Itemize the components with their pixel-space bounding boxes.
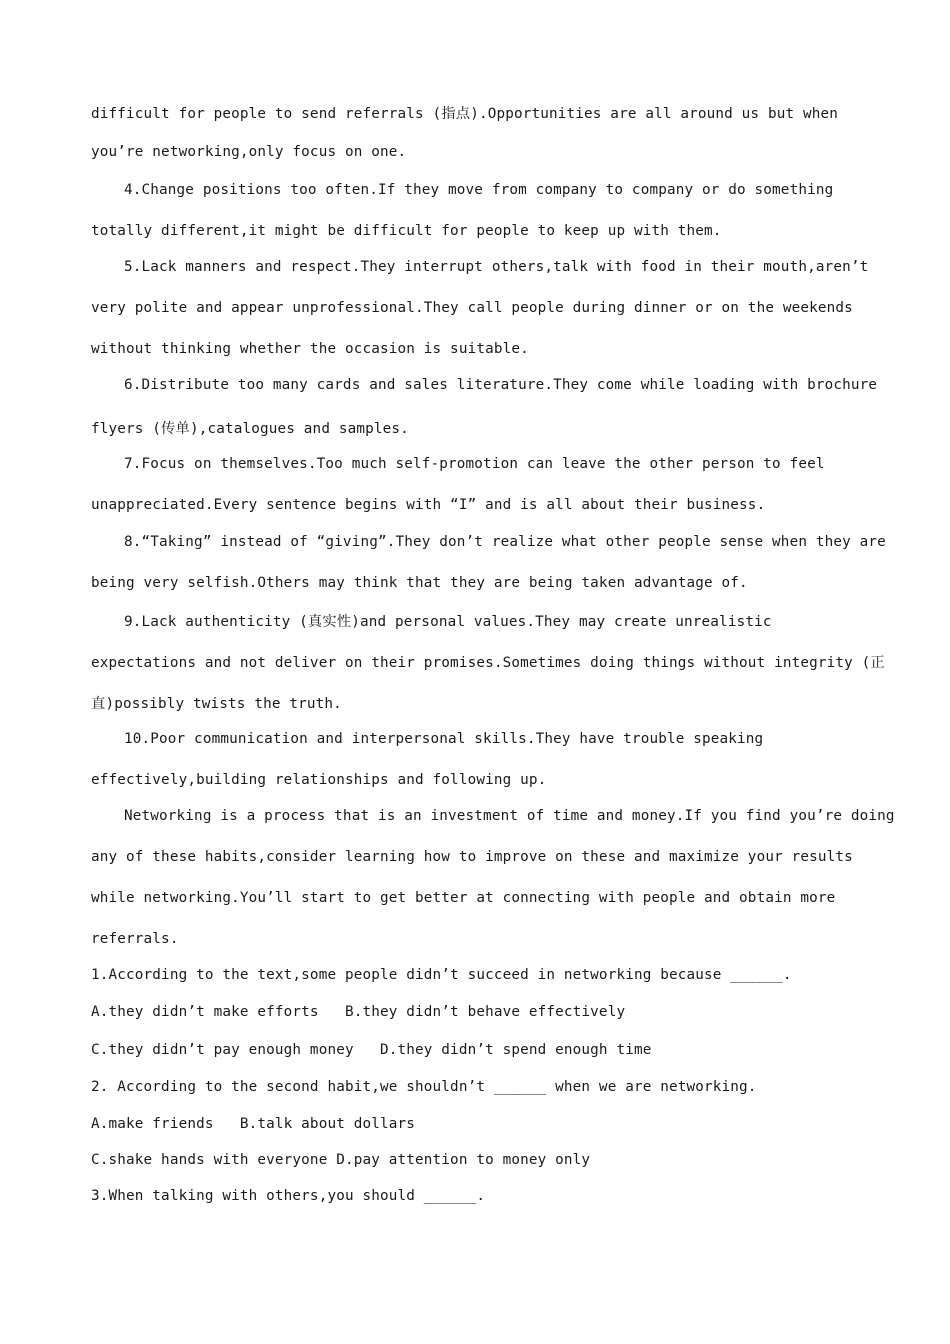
option-line: C.shake hands with everyone D.pay attention to money only bbox=[91, 1152, 591, 1168]
passage-line: flyers (传单),catalogues and samples. bbox=[91, 421, 409, 437]
option-line: C.they didn’t pay enough money D.they didn’t spend enough time bbox=[91, 1042, 652, 1058]
passage-line: Networking is a process that is an investment of time and money.If you find you’re doing bbox=[124, 808, 895, 824]
passage-line: difficult for people to send referrals (指点).Opportunities are all around us but when bbox=[91, 106, 839, 122]
option-line: A.make friends B.talk about dollars bbox=[91, 1116, 416, 1132]
passage-line: totally different,it might be difficult for people to keep up with them. bbox=[91, 223, 722, 239]
passage-line: 8.“Taking” instead of “giving”.They don’t realize what other people sense when they are bbox=[124, 534, 886, 550]
passage-line: 7.Focus on themselves.Too much self-promotion can leave the other person to feel bbox=[124, 456, 825, 472]
passage-line: 4.Change positions too often.If they move from company to company or do something bbox=[124, 182, 834, 198]
passage-line: expectations and not deliver on their promises.Sometimes doing things without integrity (正 bbox=[91, 655, 885, 671]
passage-line: you’re networking,only focus on one. bbox=[91, 144, 407, 160]
passage-line: very polite and appear unprofessional.They call people during dinner or on the weekends bbox=[91, 300, 853, 316]
passage-line: while networking.You’ll start to get better at connecting with people and obtain more bbox=[91, 890, 836, 906]
passage-line: 直)possibly twists the truth. bbox=[91, 696, 342, 712]
passage-line: being very selfish.Others may think that they are being taken advantage of. bbox=[91, 575, 748, 591]
passage-line: 9.Lack authenticity (真实性)and personal values.They may create unrealistic bbox=[124, 614, 772, 630]
passage-line: 5.Lack manners and respect.They interrupt others,talk with food in their mouth,aren’t bbox=[124, 259, 869, 275]
option-line: A.they didn’t make efforts B.they didn’t behave effectively bbox=[91, 1004, 626, 1020]
passage-line: referrals. bbox=[91, 931, 179, 947]
passage-line: 10.Poor communication and interpersonal skills.They have trouble speaking bbox=[124, 731, 764, 747]
question-line: 3.When talking with others,you should ______. bbox=[91, 1188, 486, 1204]
question-line: 1.According to the text,some people didn’t succeed in networking because ______. bbox=[91, 967, 792, 983]
passage-line: without thinking whether the occasion is suitable. bbox=[91, 341, 529, 357]
passage-line: 6.Distribute too many cards and sales literature.They come while loading with brochure bbox=[124, 377, 878, 393]
passage-line: effectively,building relationships and following up. bbox=[91, 772, 547, 788]
question-line: 2. According to the second habit,we shouldn’t ______ when we are networking. bbox=[91, 1079, 757, 1095]
passage-line: any of these habits,consider learning how to improve on these and maximize your results bbox=[91, 849, 853, 865]
passage-line: unappreciated.Every sentence begins with “I” and is all about their business. bbox=[91, 497, 766, 513]
